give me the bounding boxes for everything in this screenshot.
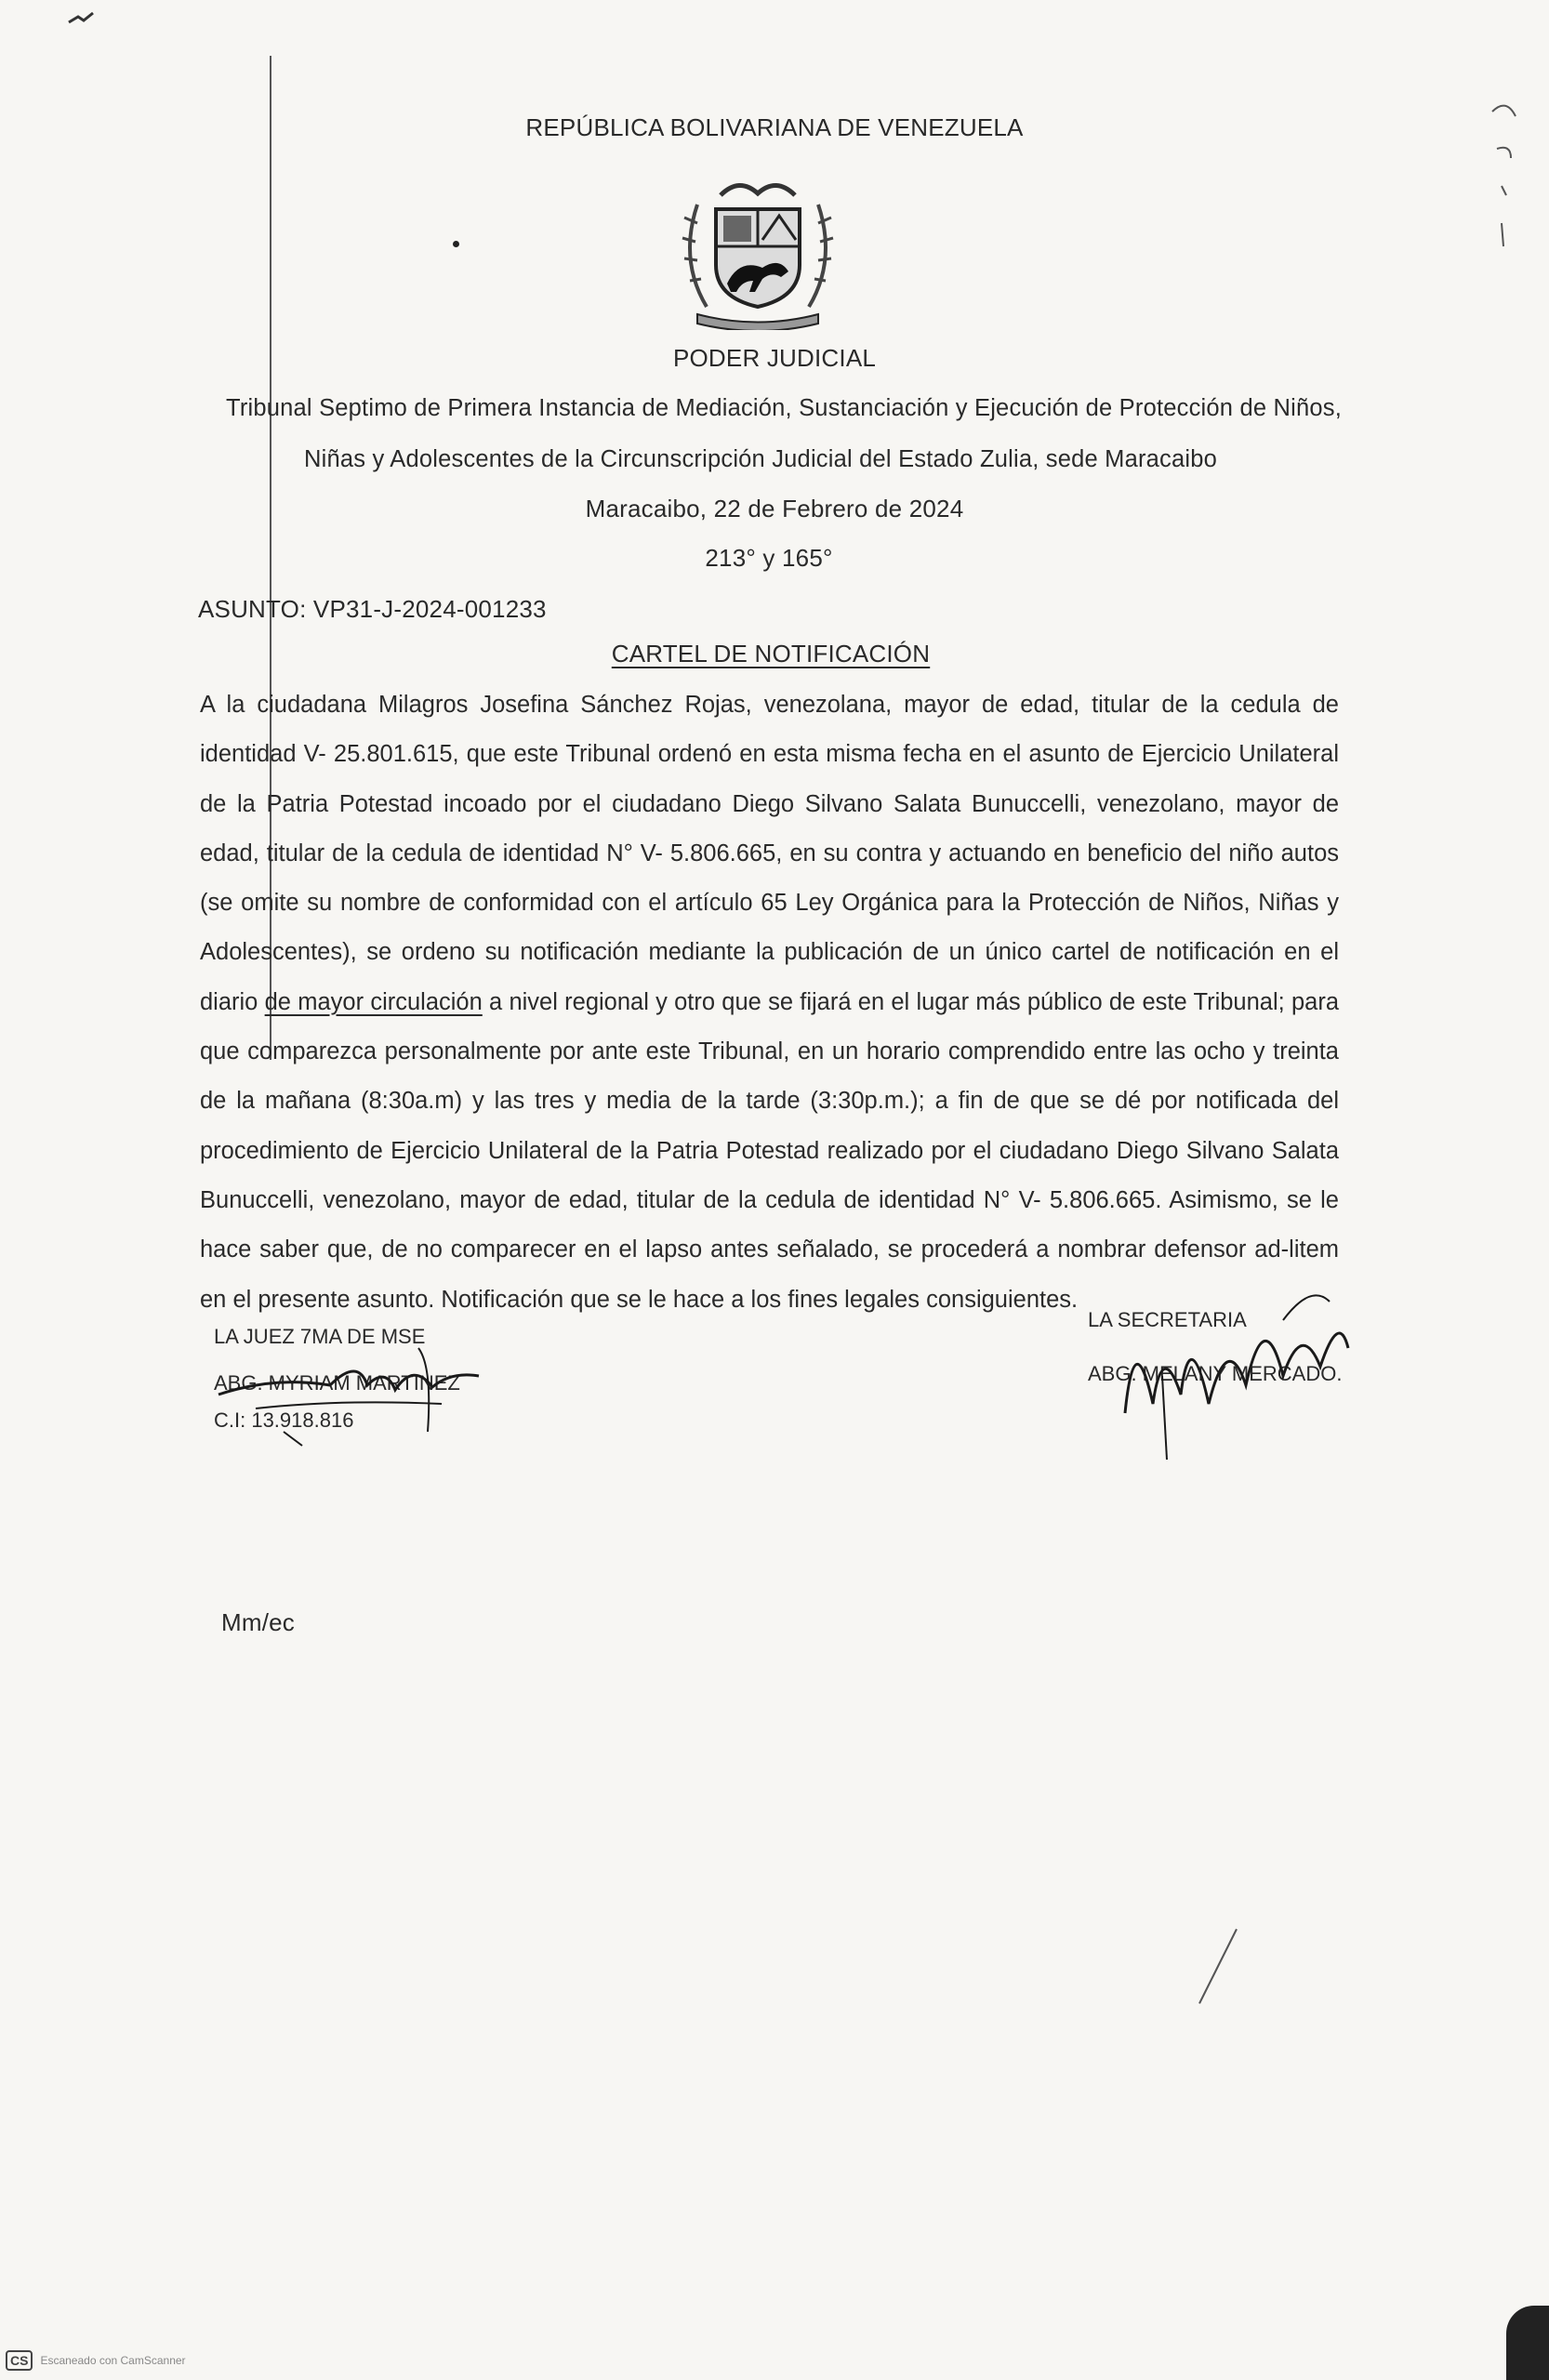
judge-signature-block (214, 1318, 460, 1439)
corner-mark (65, 9, 102, 28)
judge-title: LA JUEZ 7MA DE MSE (214, 1325, 426, 1348)
secretary-title: LA SECRETARIA (1088, 1308, 1247, 1331)
page-corner-shadow (1506, 2306, 1549, 2380)
scanner-watermark (6, 2350, 186, 2371)
camscanner-logo-icon: CS (6, 2350, 33, 2371)
notice-body-text-2: a nivel regional y otro que se fijará en el lugar más público de este Tribunal; para que comparezca personalmente por ante este Tribunal, en un horario comprendido entre las ocho y treinta de la mañana (8:30a.m) y las tres y media de la tarde (3:30p.m.); a fin de que se dé por notificada del procedimiento de Ejercicio Unilateral de la Patria Potestad realizado por el ciudadano Diego Silvano Salata Bunuccelli, venezolano, mayor de edad, titular de la cedula de identidad N° V- 5.806.665. Asimismo, se le hace saber que, de no comparecer en el lapso antes señalado, se procederá a nombrar defensor ad-litem en el presente asunto. Notificación que se le hace a los fines legales consiguientes. (200, 988, 1340, 1313)
secretary-signature-block (1088, 1302, 1342, 1393)
judicial-branch: PODER JUDICIAL (672, 344, 877, 372)
judge-id: C.I: 13.918.816 (214, 1408, 354, 1432)
stray-dot (453, 241, 459, 247)
tribunal-name-line2: Niñas y Adolescentes de la Circunscripción Judicial del Estado Zulia, sede Maracaibo (303, 446, 1218, 472)
typist-initials: Mm/ec (221, 1608, 295, 1636)
notice-body-text-1: A la ciudadana Milagros Josefina Sánchez Rojas, venezolana, mayor de edad, titular de la cedula de identidad V- 25.801.615, que este Tribunal ordenó en esta misma fecha en el asunto de Ejercicio Unilateral de la Patria Potestad incoado por el ciudadano Diego Silvano Salata Bunuccelli, venezolano, mayor de edad, titular de la cedula de identidad N° V- 5.806.665, en su contra y actuando en beneficio del niño autos (se omite su nombre de conformidad con el artículo 65 Ley Orgánica para la Protección de Niños, Niñas y Adolescentes), se ordeno su notificación mediante la publicación de un único cartel de notificación en el diario (200, 692, 1339, 1015)
place-and-date: Maracaibo, 22 de Febrero de 2024 (585, 495, 964, 522)
stray-pen-mark (1190, 1924, 1246, 2008)
judge-name: ABG. MYRIAM MARTINEZ (214, 1371, 460, 1395)
commemorative-years: 213° y 165° (705, 544, 833, 572)
notice-body-underlined: de mayor circulación (264, 988, 483, 1015)
country-name: REPÚBLICA BOLIVARIANA DE VENEZUELA (525, 113, 1024, 141)
secretary-name: ABG. MELANY MERCADO. (1088, 1362, 1343, 1385)
notice-title: CARTEL DE NOTIFICACIÓN (611, 640, 931, 668)
tribunal-name-line1: Tribunal Septimo de Primera Instancia de Mediación, Sustanciación y Ejecución de Protección de Niños, (226, 395, 1342, 421)
notice-body (200, 681, 1339, 1325)
case-number: ASUNTO: VP31-J-2024-001233 (198, 595, 547, 623)
scanner-text: Escaneado con CamScanner (40, 2354, 186, 2367)
coat-of-arms-emblem (669, 167, 846, 330)
